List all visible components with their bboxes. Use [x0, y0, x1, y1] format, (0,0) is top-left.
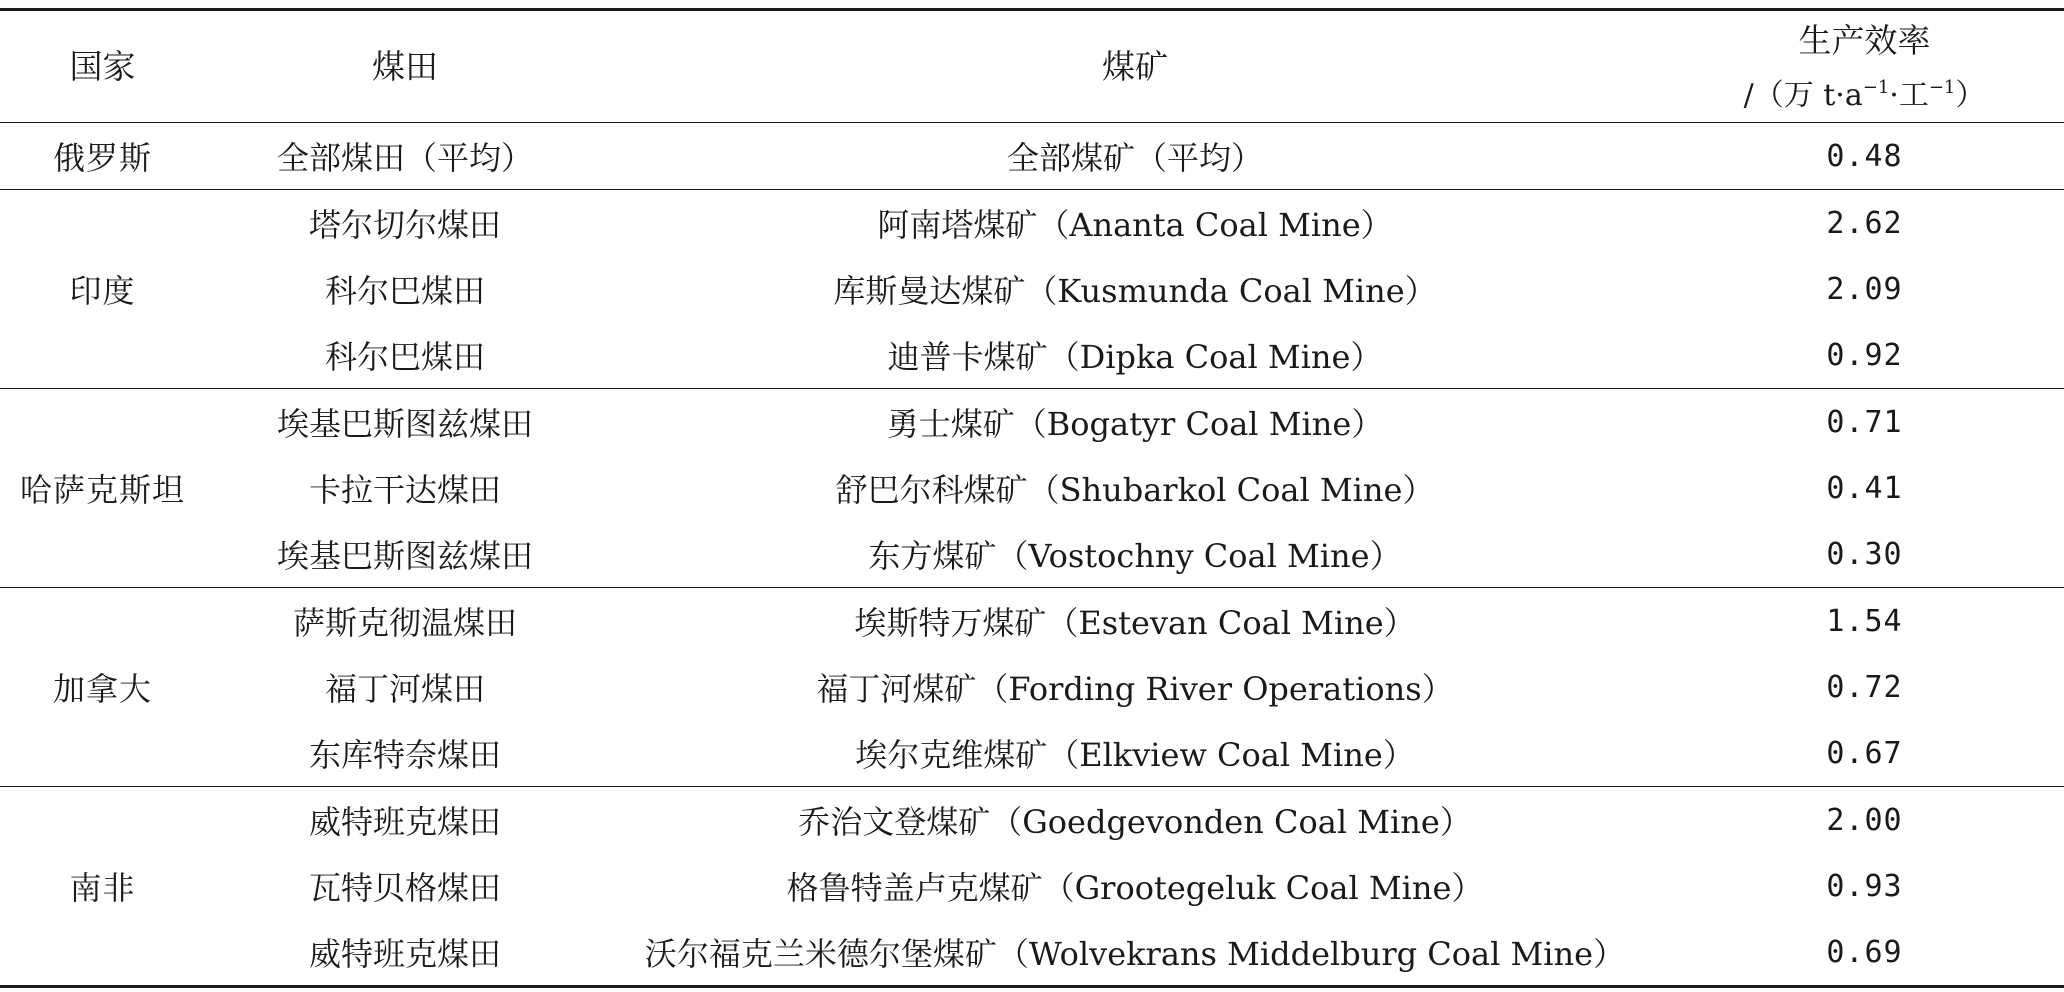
- coal-mine-efficiency-table: [0, 8, 2064, 988]
- coal-mine-cell: 库斯曼达煤矿（Kusmunda Coal Mine）: [833, 272, 1437, 310]
- coal-mine-cell: 沃尔福克兰米德尔堡煤矿（Wolvekrans Middelburg Coal Mine）: [605, 919, 1665, 987]
- country-cell: 加拿大: [0, 588, 205, 787]
- efficiency-cell: 1.54: [1665, 588, 2064, 655]
- table-row: [0, 455, 2064, 521]
- coalfield-cell: 埃基巴斯图兹煤田: [205, 389, 605, 456]
- efficiency-cell: 2.09: [1826, 271, 1903, 307]
- coalfield-cell: 福丁河煤田: [324, 670, 485, 708]
- table-row: [0, 588, 2064, 655]
- table-row: [0, 256, 2064, 322]
- coal-mine-cell: 东方煤矿（Vostochny Coal Mine）: [868, 537, 1402, 575]
- header-coal-mine: 煤矿: [605, 10, 1665, 123]
- efficiency-table-container: [0, 8, 2064, 988]
- coalfield-cell: 威特班克煤田: [205, 919, 605, 987]
- country-cell: 南非: [0, 787, 205, 987]
- table-header: [0, 10, 2064, 123]
- table-body: [0, 123, 2064, 987]
- efficiency-cell: 0.93: [1826, 868, 1903, 904]
- efficiency-cell: 0.30: [1826, 536, 1903, 572]
- unit-prefix: /（万 t·a: [1743, 78, 1863, 113]
- efficiency-cell: 0.69: [1665, 919, 2064, 987]
- country-cell: 哈萨克斯坦: [0, 389, 205, 588]
- efficiency-cell: 0.67: [1826, 735, 1903, 771]
- coalfield-cell: 萨斯克彻温煤田: [205, 588, 605, 655]
- header-efficiency-title: 生产效率: [1798, 21, 1931, 60]
- efficiency-cell: 2.62: [1665, 190, 2064, 257]
- coal-mine-cell: 福丁河煤矿（Fording River Operations）: [816, 670, 1454, 708]
- coal-mine-cell: 全部煤矿（平均）: [605, 123, 1665, 190]
- coal-mine-cell: 阿南塔煤矿（Ananta Coal Mine）: [605, 190, 1665, 257]
- header-country: 国家: [0, 10, 205, 123]
- table-row: [0, 322, 2064, 389]
- efficiency-cell: 2.00: [1665, 787, 2064, 854]
- coalfield-cell: 科尔巴煤田: [324, 338, 485, 376]
- header-row: [0, 10, 2064, 123]
- header-efficiency: [1665, 10, 2064, 123]
- efficiency-cell: 0.92: [1826, 337, 1903, 373]
- table-row: [0, 190, 2064, 257]
- header-coalfield: 煤田: [205, 10, 605, 123]
- coalfield-cell: 卡拉干达煤田: [308, 471, 501, 509]
- table-row: [0, 919, 2064, 987]
- coalfield-cell: 科尔巴煤田: [324, 272, 485, 310]
- coalfield-cell: 瓦特贝格煤田: [308, 869, 501, 907]
- table-row: [0, 654, 2064, 720]
- unit-exponent-2: −1: [1928, 77, 1956, 98]
- coal-mine-cell: 格鲁特盖卢克煤矿（Grootegeluk Coal Mine）: [786, 869, 1484, 907]
- coalfield-cell: 东库特奈煤田: [308, 736, 501, 774]
- country-cell: 印度: [0, 190, 205, 389]
- efficiency-cell: 0.48: [1665, 123, 2064, 190]
- country-cell: 俄罗斯: [0, 123, 205, 190]
- unit-exponent-1: −1: [1862, 77, 1890, 98]
- coal-mine-cell: 舒巴尔科煤矿（Shubarkol Coal Mine）: [835, 471, 1435, 509]
- table-row: [0, 853, 2064, 919]
- header-efficiency-unit: [1665, 79, 2064, 111]
- efficiency-cell: 0.71: [1665, 389, 2064, 456]
- coal-mine-cell: 勇士煤矿（Bogatyr Coal Mine）: [605, 389, 1665, 456]
- coalfield-cell: 塔尔切尔煤田: [205, 190, 605, 257]
- coal-mine-cell: 乔治文登煤矿（Goedgevonden Coal Mine）: [605, 787, 1665, 854]
- unit-mid: ·工: [1889, 78, 1929, 113]
- table-row: [0, 720, 2064, 787]
- unit-suffix: ）: [1955, 78, 1986, 113]
- table-row: [0, 389, 2064, 456]
- coalfield-cell: 埃基巴斯图兹煤田: [276, 537, 533, 575]
- efficiency-cell: 0.72: [1826, 669, 1903, 705]
- table-row: [0, 123, 2064, 190]
- table-row: [0, 787, 2064, 854]
- coal-mine-cell: 迪普卡煤矿（Dipka Coal Mine）: [887, 338, 1383, 376]
- efficiency-cell: 0.41: [1826, 470, 1903, 506]
- coal-mine-cell: 埃斯特万煤矿（Estevan Coal Mine）: [605, 588, 1665, 655]
- coalfield-cell: 全部煤田（平均）: [205, 123, 605, 190]
- coal-mine-cell: 埃尔克维煤矿（Elkview Coal Mine）: [855, 736, 1415, 774]
- coalfield-cell: 威特班克煤田: [205, 787, 605, 854]
- table-row: [0, 521, 2064, 588]
